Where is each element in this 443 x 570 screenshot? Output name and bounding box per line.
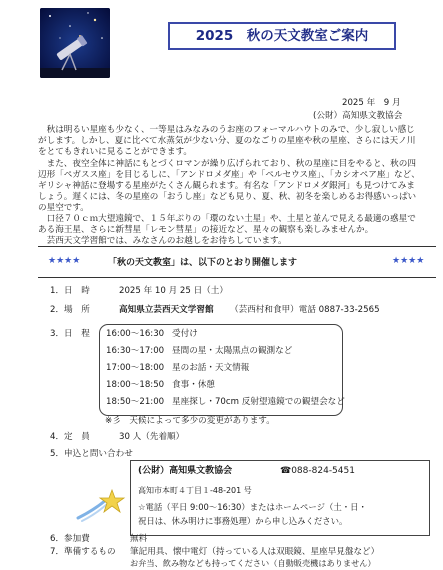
schedule-desc: 星のお話・天文情報 xyxy=(172,363,250,373)
item-date-label: 1．日 時 xyxy=(50,286,90,296)
item-date-value: 2025 年 10 月 25 日（土） xyxy=(119,286,228,296)
section-heading xyxy=(38,246,436,278)
intro-line: しょう。遅くには、冬の星座の「おうし座」なども見り、夏、秋、初冬を楽しめるお得感いっぱい xyxy=(38,192,417,202)
item-place-label: 2．場 所 xyxy=(50,305,90,315)
intro-line: 口径７０ｃｍ大望遠鏡で、１５年ぶりの「環のない土星」や、土星と並んで見える最適の惑星で xyxy=(38,214,416,224)
item-schedule-label: 3．日 程 xyxy=(50,329,90,339)
schedule-time: 16:00～16:30 xyxy=(106,329,165,339)
item-bring-line: 筆記用具、懐中電灯（持っている人は双眼鏡、星座早見盤など） xyxy=(130,547,380,557)
page-title: 2025 秋の天文教室ご案内 xyxy=(168,22,396,50)
issuer-org: (公財）高知県文教協会 xyxy=(313,111,403,121)
issue-date: 2025 年 9 月 xyxy=(342,98,401,108)
intro-line: 芸西天文学習館では、みなさんのお越しをお待ちしています。 xyxy=(38,236,287,246)
intro-line: また、夜空全体に神話にもとづくロマンが繰り広げられており、秋の星座に目をやると、秋の四 xyxy=(38,159,416,169)
shooting-star-icon xyxy=(76,488,126,522)
schedule-time: 16:30～17:00 xyxy=(106,346,165,356)
item-place-phone: （芸西村和食甲）電話 0887-33-2565 xyxy=(230,305,380,315)
item-capacity-label: 4．定 員 xyxy=(50,432,90,442)
section-heading-text: 「秋の天文教室」は、以下のとおり開催します xyxy=(108,258,298,268)
contact-address: 高知市本町４丁目１-48-201 号 xyxy=(138,486,252,495)
item-capacity-value: 30 人（先着順） xyxy=(119,432,185,442)
intro-line: の星空です。 xyxy=(38,203,89,213)
intro-line: がします。しかし、夏に比べて水蒸気が少ない分、夏のなごりの星座や秋の星座、さらには天ノ川 xyxy=(38,136,416,146)
schedule-time: 18:00～18:50 xyxy=(106,380,165,390)
item-place-value: 高知県立芸西天文学習館 xyxy=(119,305,214,315)
item-bring-line: お弁当、飲み物なども持ってください（自動販売機はありません） xyxy=(130,558,376,568)
intro-line: をとてもきれいに見ることができます。 xyxy=(38,147,193,157)
schedule-time: 18:50～21:00 xyxy=(106,397,165,407)
item-contact-label: 5．申込と問い合わせ xyxy=(50,449,133,459)
schedule-desc: 食事・休憩 xyxy=(172,380,215,390)
schedule-time: 17:00～18:00 xyxy=(106,363,165,373)
schedule-desc: 受付け xyxy=(172,329,198,339)
schedule-note: ※彡 天候によって多少の変更があります。 xyxy=(105,416,275,426)
star-icon: ★★★★ xyxy=(48,256,81,266)
intro-line: ギリシャ神話に登場する星座がたくさん観られます。有名な「アンドロメダ銀河」も見つけてみま xyxy=(38,181,415,191)
star-icon: ★★★★ xyxy=(392,256,425,266)
item-fee-label: 6．参加費 xyxy=(50,534,90,544)
telescope-illustration xyxy=(40,8,110,78)
intro-line: 秋は明るい星座も少なく、一等星はみなみのうお座のフォーマルハウトのみで、少し寂しい感じ xyxy=(38,125,415,135)
schedule-desc: 星座探し・70cm 反射望遠鏡での観望会など xyxy=(172,397,345,407)
intro-line: 辺形「ペガスス座」を目じるしに、「アンドロメダ座」や「ペルセウス座」、「カシオペア座」など、 xyxy=(38,170,420,180)
schedule-desc: 昼間の星・太陽黒点の観測など xyxy=(172,346,293,356)
contact-org: (公財）高知県文教協会 xyxy=(138,466,233,476)
item-fee-value: 無料 xyxy=(130,534,148,544)
contact-note: ☆電話（平日 9:00～16:30）またはホームページ（土・日・ xyxy=(138,502,367,512)
item-bring-label: 7．準備するもの xyxy=(50,547,116,557)
contact-phone[interactable]: ☎088-824-5451 xyxy=(280,466,355,476)
contact-note: 祝日は、休み明けに事務処理）から申し込みください。 xyxy=(138,516,348,526)
intro-line: ある海王星、さらに新彗星「レモン彗星」の接近など、星々の観察も楽しみませんか。 xyxy=(38,225,374,235)
